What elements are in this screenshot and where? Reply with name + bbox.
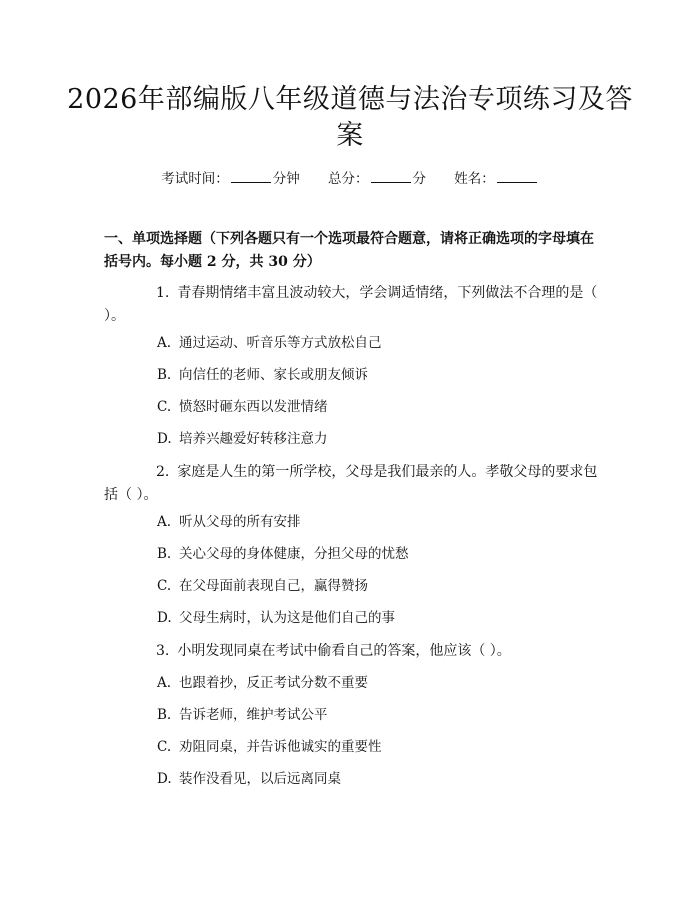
question-1: [104, 282, 600, 328]
question-3: [104, 640, 600, 663]
option-2-c[interactable]: [157, 576, 597, 596]
option-3-a[interactable]: [157, 673, 597, 693]
option-2-b[interactable]: [157, 544, 597, 564]
question-number: 2.: [156, 464, 170, 480]
exam-time-blank[interactable]: [231, 168, 271, 183]
option-letter: C.: [157, 578, 172, 594]
exam-time-label: 考试时间：: [161, 171, 229, 187]
option-text: 向信任的老师、家长或朋友倾诉: [179, 367, 368, 383]
exam-time-field: [161, 168, 300, 189]
option-text: 劝阻同桌，并告诉他诚实的重要性: [179, 739, 382, 755]
question-number: 3.: [156, 643, 170, 659]
option-letter: C.: [157, 739, 172, 755]
question-text: 家庭是人生的第一所学校，父母是我们最亲的人。孝敬父母的要求包括（ ）。: [104, 464, 598, 503]
total-score-unit: 分: [412, 171, 426, 187]
option-2-d[interactable]: [157, 608, 597, 628]
option-3-b[interactable]: [157, 705, 597, 725]
option-text: 听从父母的所有安排: [179, 514, 301, 530]
option-letter: C.: [157, 399, 172, 415]
student-name-label: 姓名：: [454, 171, 495, 187]
option-1-b[interactable]: [157, 365, 597, 385]
option-2-a[interactable]: [157, 512, 597, 532]
option-letter: A.: [157, 514, 172, 530]
option-text: 在父母面前表现自己，赢得赞扬: [179, 578, 368, 594]
question-text: 青春期情绪丰富且波动较大，学会调适情绪，下列做法不合理的是（ ）。: [104, 285, 598, 324]
option-1-a[interactable]: [157, 333, 597, 353]
student-name-blank[interactable]: [497, 168, 537, 183]
total-score-label: 总分：: [328, 171, 369, 187]
option-text: 也跟着抄，反正考试分数不重要: [179, 675, 368, 691]
option-letter: B.: [157, 546, 172, 562]
section-heading: 一、单项选择题（下列各题只有一个选项最符合题意，请将正确选项的字母填在括号内。每小题 2 分，共 30 分）: [104, 231, 594, 270]
option-text: 培养兴趣爱好转移注意力: [179, 431, 328, 447]
option-text: 通过运动、听音乐等方式放松自己: [179, 335, 382, 351]
option-letter: D.: [157, 771, 172, 787]
option-letter: D.: [157, 431, 172, 447]
option-text: 装作没看见，以后远离同桌: [179, 771, 341, 787]
question-number: 1.: [156, 285, 170, 301]
option-letter: D.: [157, 610, 172, 626]
student-name-field: [454, 168, 539, 189]
option-letter: B.: [157, 707, 172, 723]
option-3-d[interactable]: [157, 769, 597, 789]
option-letter: B.: [157, 367, 172, 383]
document-title: 2026年部编版八年级道德与法治专项练习及答案: [67, 84, 633, 151]
option-text: 愤怒时砸东西以发泄情绪: [179, 399, 328, 415]
option-1-d[interactable]: [157, 429, 597, 449]
option-letter: A.: [157, 335, 172, 351]
option-1-c[interactable]: [157, 397, 597, 417]
total-score-field: [328, 168, 426, 189]
question-2: [104, 461, 600, 507]
option-3-c[interactable]: [157, 737, 597, 757]
option-letter: A.: [157, 675, 172, 691]
option-text: 父母生病时，认为这是他们自己的事: [179, 610, 395, 626]
question-text: 小明发现同桌在考试中偷看自己的答案，他应该（ ）。: [177, 643, 511, 659]
option-text: 告诉老师，维护考试公平: [179, 707, 328, 723]
exam-time-unit: 分钟: [272, 171, 300, 187]
option-text: 关心父母的身体健康，分担父母的忧愁: [179, 546, 409, 562]
total-score-blank[interactable]: [371, 168, 411, 183]
exam-meta-line: [0, 168, 700, 189]
